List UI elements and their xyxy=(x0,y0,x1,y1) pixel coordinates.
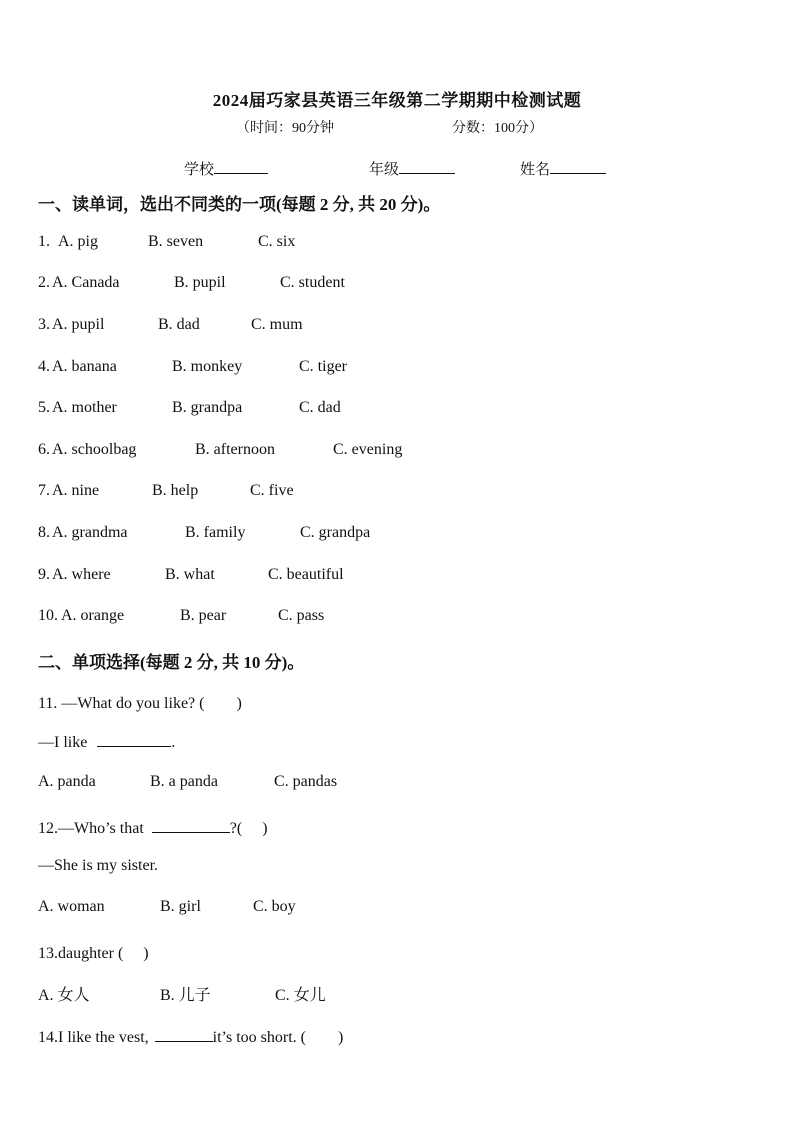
q8-number: 8. xyxy=(38,524,50,541)
q3-option-a: A. pupil xyxy=(52,316,105,333)
exam-score: 分数：100分） xyxy=(452,121,543,136)
q12-option-b: B. girl xyxy=(160,898,201,915)
q5-option-c: C. dad xyxy=(299,399,341,416)
q10-option-b: B. pear xyxy=(180,607,227,624)
school-field xyxy=(184,158,268,179)
grade-blank xyxy=(399,159,455,174)
q9-option-c: C. beautiful xyxy=(268,566,344,583)
q8-option-b: B. family xyxy=(185,524,246,541)
q9-option-b: B. what xyxy=(165,566,215,583)
q9-option-a: A. where xyxy=(52,566,111,583)
name-field xyxy=(520,158,606,179)
q3-number: 3. xyxy=(38,316,50,333)
q12-stem-suffix: ?( ) xyxy=(229,820,268,837)
q3-option-b: B. dad xyxy=(158,316,200,333)
q1-number: 1. xyxy=(38,233,50,250)
q9-number: 9. xyxy=(38,566,50,583)
q4-number: 4. xyxy=(38,358,50,375)
q14-stem-suffix: it’s too short. ( ) xyxy=(212,1029,344,1046)
q12-stem-prefix: 12.—Who’s that xyxy=(38,820,144,837)
q11-answer-prefix: —I like xyxy=(38,734,88,751)
q7-number: 7. xyxy=(38,482,50,499)
q1-option-c: C. six xyxy=(258,233,296,250)
q12-stem xyxy=(38,815,268,838)
q8-option-c: C. grandpa xyxy=(300,524,371,541)
q8-option-a: A. grandma xyxy=(52,524,128,541)
q2-option-c: C. student xyxy=(280,274,345,291)
page-title: 2024届巧家县英语三年级第二学期期中检测试题 xyxy=(212,91,582,110)
school-blank xyxy=(214,159,268,174)
q1-option-b: B. seven xyxy=(148,233,204,250)
q7-option-a: A. nine xyxy=(52,482,100,499)
q6-option-c: C. evening xyxy=(333,441,403,458)
q7-option-b: B. help xyxy=(152,482,199,499)
q14-stem xyxy=(38,1024,343,1047)
name-blank xyxy=(550,159,606,174)
q7-option-c: C. five xyxy=(250,482,294,499)
q5-number: 5. xyxy=(38,399,50,416)
q2-option-a: A. Canada xyxy=(52,274,120,291)
q11-answer-suffix: . xyxy=(171,734,176,751)
q1-option-a: A. pig xyxy=(58,233,98,250)
q12-blank xyxy=(152,818,230,833)
q12-option-a: A. woman xyxy=(38,898,105,915)
q5-option-b: B. grandpa xyxy=(172,399,243,416)
q4-option-c: C. tiger xyxy=(299,358,347,375)
q13-option-b: B. 儿子 xyxy=(160,987,211,1004)
q11-stem: 11. —What do you like? ( ) xyxy=(38,695,242,712)
grade-field xyxy=(369,158,455,179)
school-label: 学校 xyxy=(184,162,215,178)
q12-answer: —She is my sister. xyxy=(38,857,159,874)
q4-option-a: A. banana xyxy=(52,358,117,375)
q11-option-c: C. pandas xyxy=(274,773,338,790)
q4-option-b: B. monkey xyxy=(172,358,243,375)
q6-number: 6. xyxy=(38,441,50,458)
q10-number: 10. xyxy=(38,607,58,624)
grade-label: 年级 xyxy=(369,162,400,178)
q6-option-a: A. schoolbag xyxy=(52,441,137,458)
q12-option-c: C. boy xyxy=(253,898,296,915)
q14-stem-prefix: 14.I like the vest, xyxy=(38,1029,149,1046)
q14-blank xyxy=(155,1027,213,1042)
q10-option-c: C. pass xyxy=(278,607,325,624)
q13-option-a: A. 女人 xyxy=(38,987,90,1004)
q11-option-a: A. panda xyxy=(38,773,96,790)
q13-option-c: C. 女儿 xyxy=(275,987,326,1004)
section1-heading: 一、读单词，选出不同类的一项(每题 2 分, 共 20 分)。 xyxy=(38,195,441,214)
q5-option-a: A. mother xyxy=(52,399,117,416)
q13-stem: 13.daughter ( ) xyxy=(38,945,149,962)
section2-heading: 二、单项选择(每题 2 分, 共 10 分)。 xyxy=(38,653,305,672)
q11-answer xyxy=(38,732,175,752)
q11-blank xyxy=(97,732,171,747)
q10-option-a: A. orange xyxy=(61,607,125,624)
q6-option-b: B. afternoon xyxy=(195,441,275,458)
exam-time: （时间：90分钟 xyxy=(236,121,334,136)
q11-option-b: B. a panda xyxy=(150,773,218,790)
q2-option-b: B. pupil xyxy=(174,274,226,291)
name-label: 姓名 xyxy=(520,162,551,178)
q3-option-c: C. mum xyxy=(251,316,303,333)
q2-number: 2. xyxy=(38,274,50,291)
